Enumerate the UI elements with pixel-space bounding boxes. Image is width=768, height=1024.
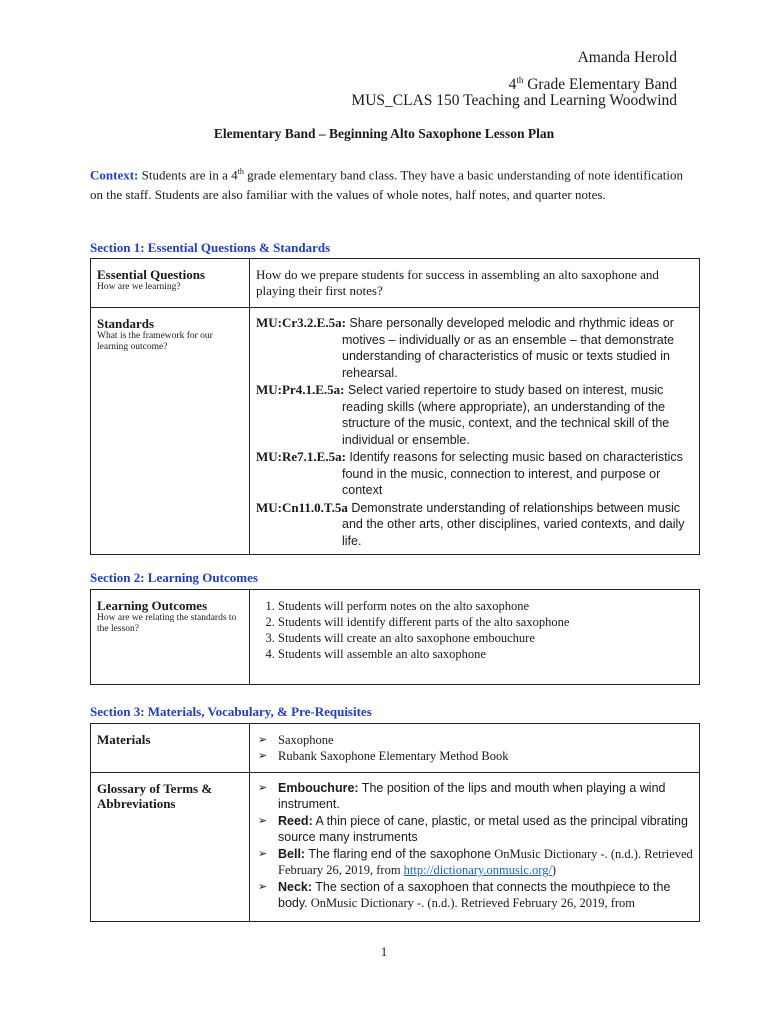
list-item: 1. Students will perform notes on the alto saxophone: [278, 598, 693, 614]
standard-code: MU:Re7.1.E.5a:: [256, 449, 346, 464]
arrow-bullet-icon: ➢: [258, 782, 268, 794]
context-paragraph: [90, 162, 690, 204]
document-title: Elementary Band – Beginning Alto Saxophone Lesson Plan: [213, 126, 555, 141]
citation-end: ): [551, 863, 557, 877]
standard-code: MU:Cr3.2.E.5a:: [256, 315, 346, 330]
material-text: Rubank Saxophone Elementary Method Book: [278, 749, 509, 763]
materials-list: [256, 732, 693, 764]
glossary-definition: A thin piece of cane, plastic, or metal used as the principal vibrating source many instruments: [278, 814, 688, 844]
list-item: 4. Students will assemble an alto saxophone: [278, 646, 693, 662]
course-name: MUS_CLAS 150 Teaching and Learning Woodwind: [351, 92, 677, 109]
essential-questions-sub: How are we learning?: [97, 282, 181, 292]
section-2-heading: Section 2: Learning Outcomes: [90, 570, 258, 585]
section-2-table: [90, 589, 700, 685]
grade-superscript: th: [516, 75, 524, 85]
learning-outcomes-label: Learning Outcomes: [97, 598, 208, 613]
standard-text: Identify reasons for selecting music based on characteristics found in the music, connection to interest, and purpose or context: [342, 450, 683, 497]
author-name: Amanda Herold: [577, 49, 677, 66]
standards-cell: [91, 308, 250, 555]
section-3-table: [90, 723, 700, 922]
list-item: [256, 732, 693, 748]
context-superscript: th: [237, 167, 244, 176]
essential-questions-row: [91, 259, 700, 308]
standard-code: MU:Pr4.1.E.5a:: [256, 382, 345, 397]
glossary-term: Embouchure:: [278, 781, 359, 795]
arrow-bullet-icon: ➢: [258, 750, 268, 762]
context-text-a: Students are in a 4: [138, 167, 238, 183]
learning-outcomes-list-cell: [250, 590, 700, 685]
context-label: Context:: [90, 167, 139, 183]
glossary-item: [256, 846, 693, 878]
standards-list: [250, 308, 700, 555]
standard-item: [256, 382, 693, 448]
standard-item: [256, 500, 693, 550]
citation-text: OnMusic Dictionary -. (n.d.). Retrieved February 26, 2019, from: [307, 896, 636, 910]
standards-sub: What is the framework for our learning outcome?: [97, 331, 213, 352]
grade-text: Grade Elementary Band: [523, 76, 677, 94]
citation-text: OnMusic Dictionary -. (n.d.). Retrieved February 26, 2019, from: [278, 847, 693, 877]
arrow-bullet-icon: ➢: [258, 881, 268, 893]
glossary-cell: [91, 773, 250, 922]
arrow-bullet-icon: ➢: [258, 815, 268, 827]
glossary-label: Glossary of Terms & Abbreviations: [97, 781, 213, 811]
learning-outcomes-list: [256, 598, 693, 662]
section-1-table: [90, 258, 700, 555]
list-item: [256, 748, 693, 764]
glossary-list-cell: [250, 773, 700, 922]
standard-item: [256, 315, 693, 381]
list-item: 3. Students will create an alto saxophone embouchure: [278, 630, 693, 646]
dictionary-link[interactable]: http://dictionary.onmusic.org/: [403, 863, 552, 877]
material-text: Saxophone: [278, 733, 334, 747]
arrow-bullet-icon: ➢: [258, 734, 268, 746]
glossary-term: Reed:: [278, 814, 313, 828]
grade-number: 4: [508, 76, 517, 94]
glossary-term: Bell:: [278, 847, 306, 861]
list-item: 2. Students will identify different parts of the alto saxophone: [278, 614, 693, 630]
materials-label: Materials: [97, 732, 151, 747]
arrow-bullet-icon: ➢: [258, 848, 268, 860]
standard-code: MU:Cn11.0.T.5a: [256, 499, 348, 515]
glossary-definition: The position of the lips and mouth when playing a wind instrument.: [278, 781, 666, 811]
standard-item: [256, 449, 693, 499]
section-3-heading: Section 3: Materials, Vocabulary, & Pre-Requisites: [90, 704, 372, 719]
glossary-row: [91, 773, 700, 922]
glossary-definition: The section of a saxophoen that connects the mouthpiece to the body.: [278, 880, 671, 910]
materials-row: [91, 724, 700, 773]
glossary-item: [256, 780, 693, 812]
glossary-definition: The flaring end of the saxophone: [305, 847, 492, 861]
context-text-b: grade elementary band class. They have a basic understanding of note identification on the staff. Students are also familiar with the values of whole notes, half notes, and quarter notes.: [90, 167, 683, 202]
standards-row: [91, 308, 700, 555]
materials-list-cell: [250, 724, 700, 773]
essential-questions-text: How do we prepare students for success in assembling an alto saxophone and playing their first notes?: [250, 259, 700, 308]
standard-text: Demonstrate understanding of relationships between music and the other arts, other disciplines, varied contexts, and daily life.: [342, 500, 685, 548]
glossary-item: [256, 813, 693, 845]
essential-questions-cell: [91, 259, 250, 308]
glossary-list: [256, 780, 693, 911]
essential-questions-label: Essential Questions: [97, 267, 205, 282]
section-1-heading: Section 1: Essential Questions & Standards: [90, 240, 331, 255]
standard-text: Share personally developed melodic and rhythmic ideas or motives – individually or as an ensemble – that demonstrate understanding of characteristics of music or texts studied in rehearsal.: [342, 316, 675, 380]
glossary-term: Neck:: [278, 880, 313, 894]
glossary-item: [256, 879, 693, 911]
learning-outcomes-cell: [91, 590, 250, 685]
materials-cell: [91, 724, 250, 773]
standards-label: Standards: [97, 316, 155, 331]
standard-text: Select varied repertoire to study based on interest, music reading skills (where appropriate), an understanding of the structure of the music, context, and the technical skill of the individual or ensemble.: [342, 383, 670, 447]
learning-outcomes-sub: How are we relating the standards to the lesson?: [97, 613, 237, 634]
learning-outcomes-row: [91, 590, 700, 685]
page-number: 1: [380, 944, 388, 959]
